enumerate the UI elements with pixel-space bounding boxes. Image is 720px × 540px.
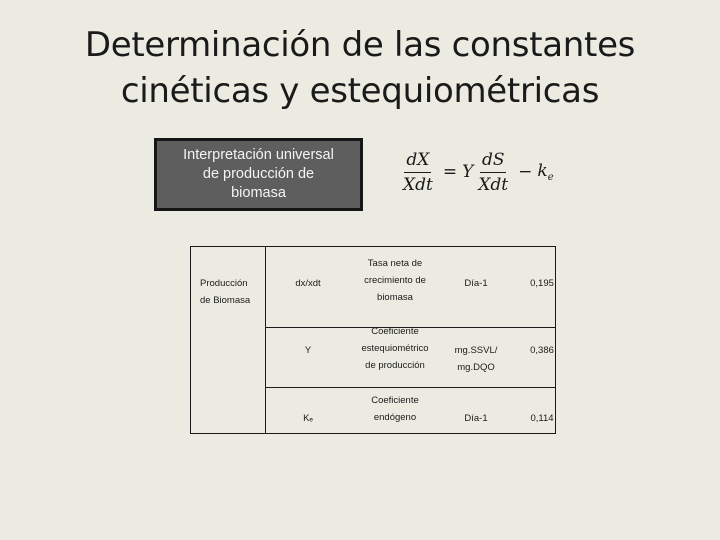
- row2-description: [346, 323, 444, 374]
- row1-value: 0,195: [530, 278, 554, 289]
- group-label-line1: Producción: [200, 278, 248, 289]
- row2-desc-line2: estequiométrico: [361, 343, 429, 354]
- yield-symbol: Y: [462, 162, 474, 182]
- row2-unit: [441, 342, 511, 376]
- row3-desc-line2: endógeno: [373, 412, 417, 423]
- lhs-denominator: Xdt: [403, 174, 433, 195]
- k-symbol: [537, 161, 553, 183]
- callout-box: [154, 138, 363, 211]
- row3-description: [346, 392, 444, 426]
- row1-desc-line1: Tasa neta de: [367, 258, 423, 269]
- group-label: [200, 275, 270, 309]
- slide-title: [0, 22, 720, 114]
- row2-value: 0,386: [530, 345, 554, 356]
- table-row-divider: [265, 387, 555, 388]
- row1-desc-line3: biomasa: [377, 292, 413, 303]
- row1-description: [346, 255, 444, 306]
- lhs-numerator: dX: [404, 149, 431, 173]
- k-subscript: e: [547, 172, 554, 183]
- callout-line2: de producción de: [202, 166, 315, 182]
- slide-title-line1: Determinación de las constantes: [84, 25, 636, 65]
- k-letter: k: [537, 161, 548, 181]
- group-label-line2: de Biomasa: [200, 295, 251, 306]
- row1-desc-line2: crecimiento de: [364, 275, 426, 286]
- constants-table: [190, 246, 556, 434]
- row2-desc-line1: Coeficiente: [371, 326, 419, 337]
- rhs-denominator: Xdt: [478, 174, 509, 195]
- slide-title-line2: cinéticas y estequiométricas: [120, 71, 600, 111]
- row3-value: 0,114: [530, 413, 554, 424]
- rhs-fraction: [476, 149, 510, 196]
- row3-desc-line1: Coeficiente: [371, 395, 419, 406]
- lhs-fraction: [401, 149, 435, 196]
- row2-unit-line1: mg.SSVL/: [454, 345, 498, 356]
- row1-unit: Día-1: [464, 278, 488, 289]
- callout-line1: Interpretación universal: [183, 147, 334, 163]
- equals-sign: =: [442, 162, 458, 182]
- row3-symbol: Kₑ: [303, 413, 313, 424]
- row1-symbol: dx/xdt: [295, 278, 321, 289]
- row2-desc-line3: de producción: [365, 360, 425, 371]
- callout-line3: biomasa: [231, 185, 286, 201]
- row2-unit-line2: mg.DQO: [457, 362, 495, 373]
- minus-sign: −: [518, 162, 533, 182]
- rhs-numerator: dS: [480, 149, 507, 173]
- row2-symbol: Y: [304, 345, 312, 356]
- row3-unit: Día-1: [464, 413, 488, 424]
- biomass-formula: [398, 142, 554, 202]
